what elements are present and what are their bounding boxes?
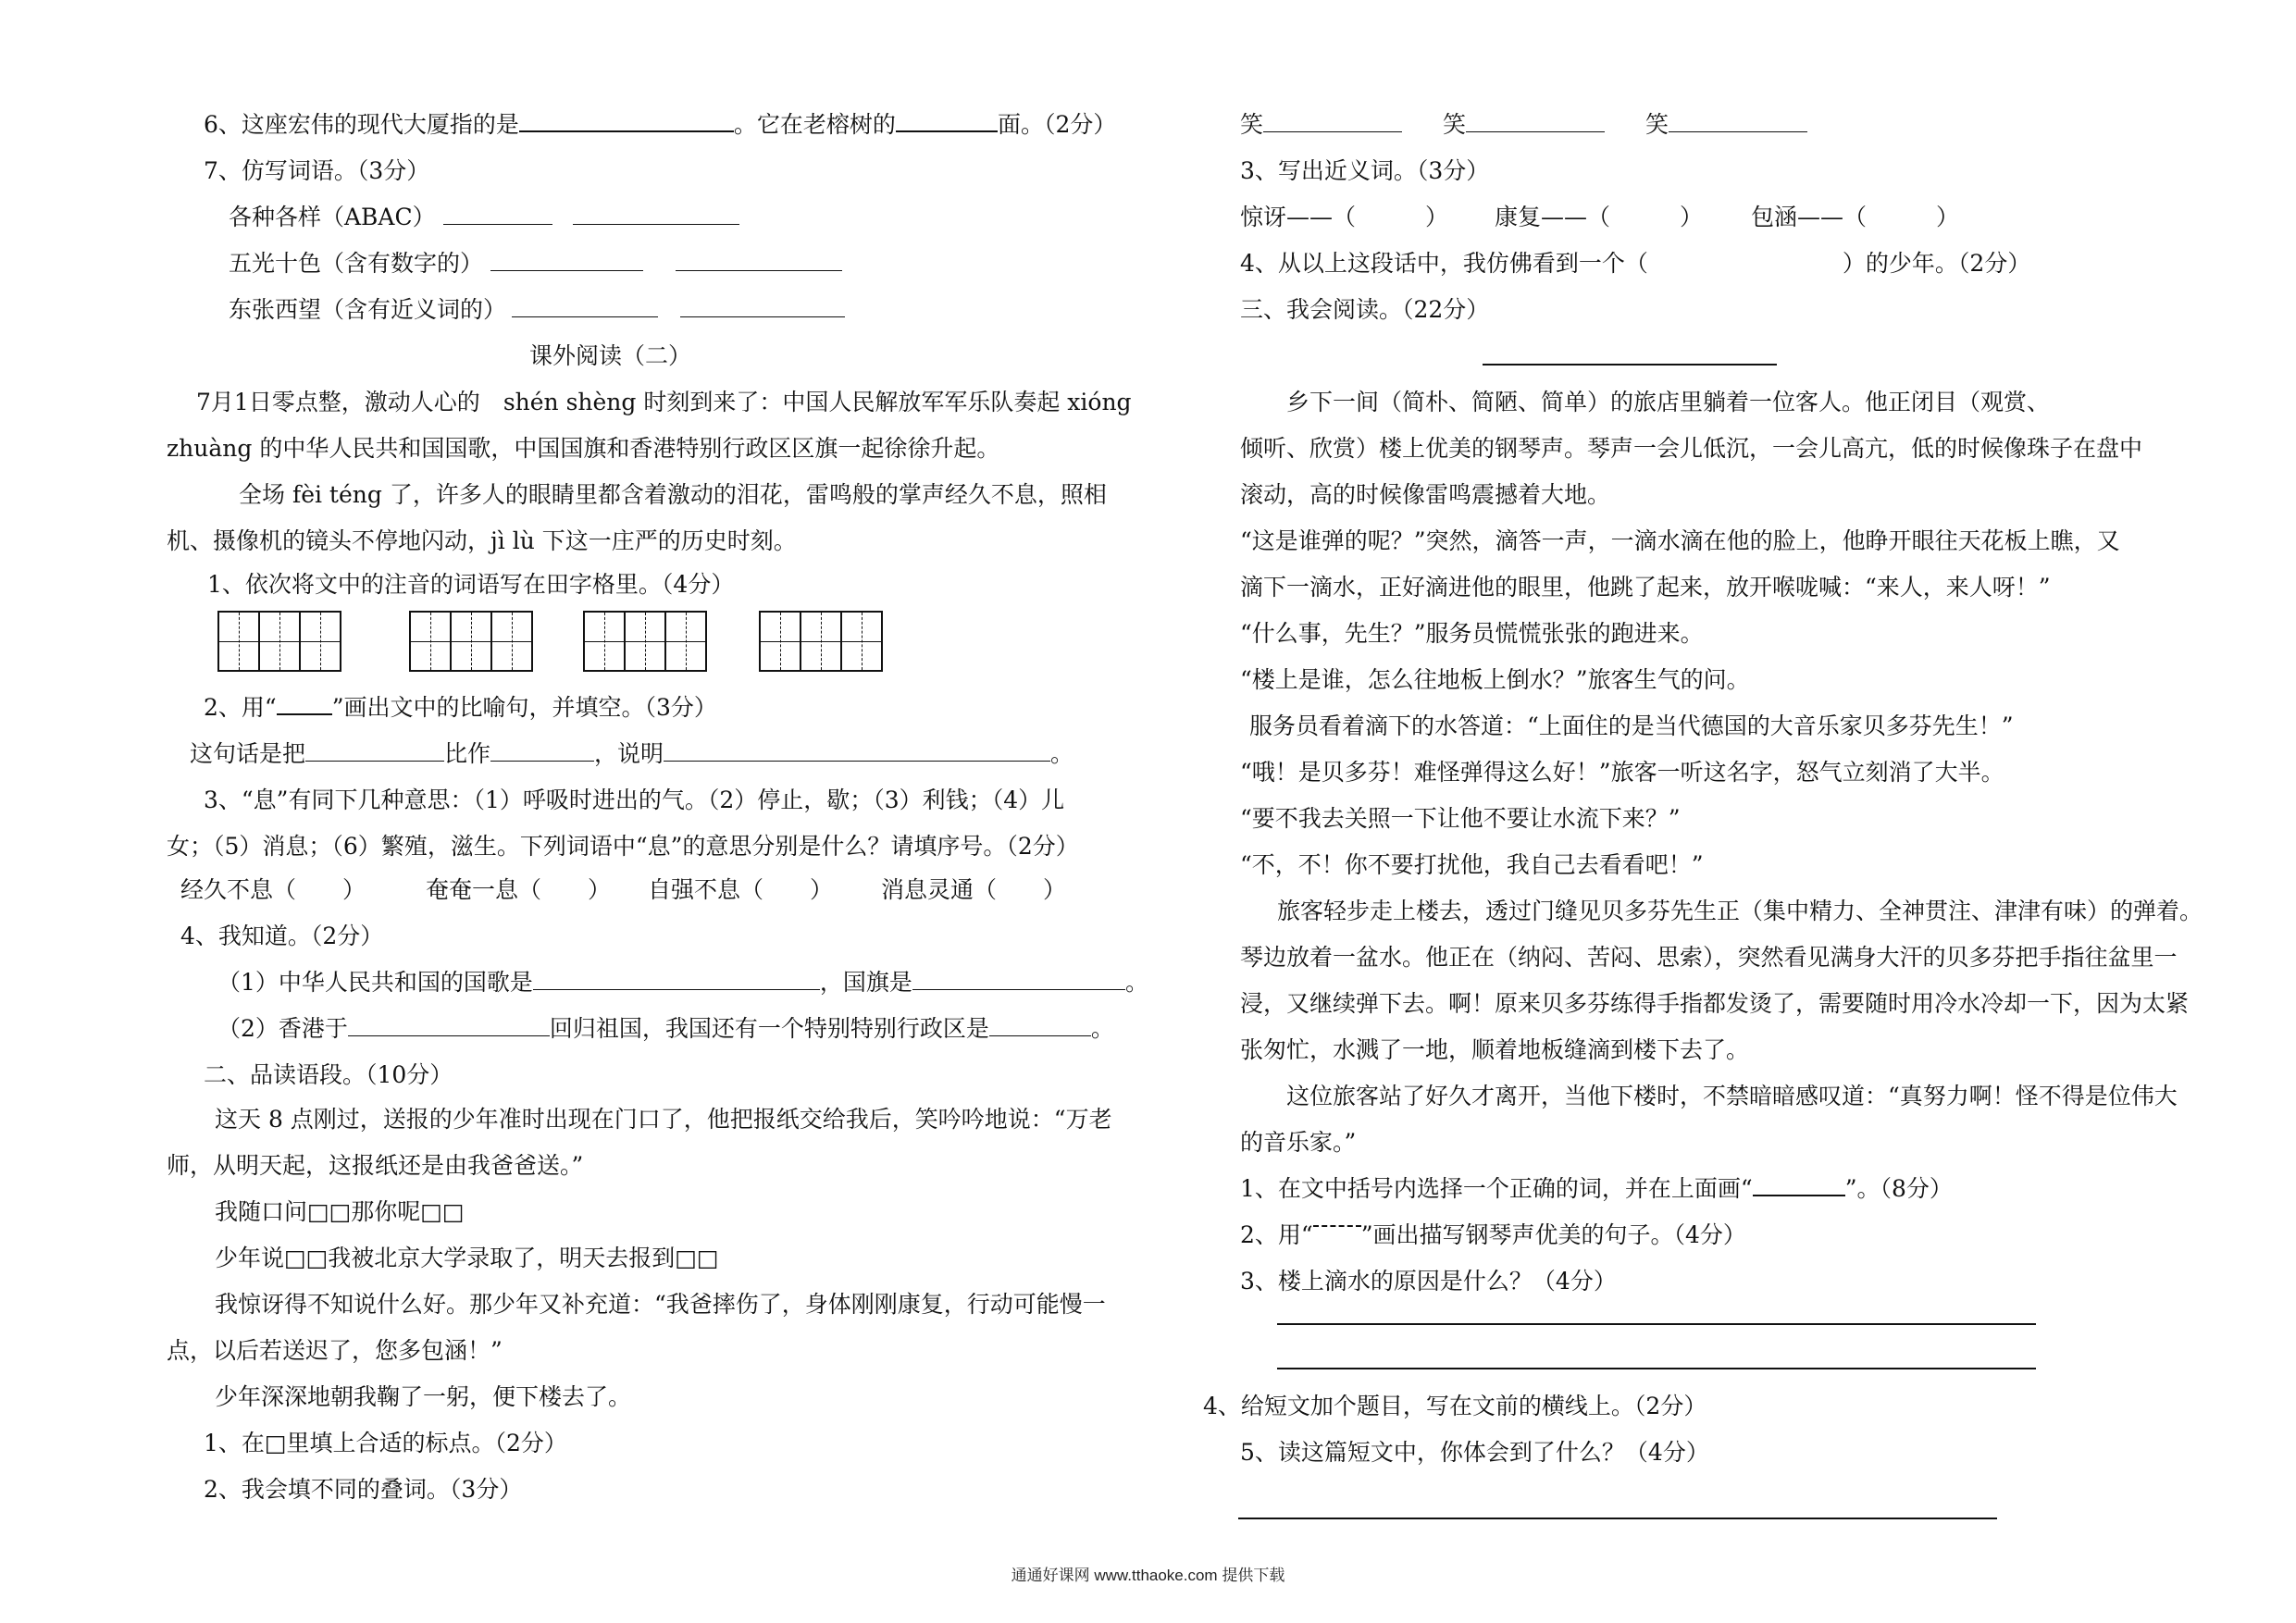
question-6: 6、这座宏伟的现代大厦指的是 。它在老榕树的 面。（2分） [204, 111, 1117, 138]
wavy-line-sample [1313, 1225, 1361, 1236]
passage-line: 乡下一间（简朴、简陋、简单）的旅店里躺着一位客人。他正闭目（观赏、 [1286, 389, 2051, 415]
question-4: 4、从以上这段话中，我仿佛看到一个（ ）的少年。（2分） [1240, 250, 2031, 277]
passage-line: 我随口问□□那你呢□□ [215, 1198, 465, 1225]
question-2-fill: 这句话是把 比作 ，说明 。 [190, 740, 1074, 767]
tianzige-grid[interactable] [759, 611, 883, 672]
section-3-heading: 三、我会阅读。（22分） [1240, 296, 1490, 323]
passage-line: 张匆忙，水溅了一地，顺着地板缝滴到楼下去了。 [1240, 1036, 1750, 1063]
passage-line: 师，从明天起，这报纸还是由我爸爸送。” [167, 1152, 584, 1179]
synonym-item: 康复——（ ） [1495, 204, 1704, 230]
question-3-word: 经久不息（ ） [180, 876, 366, 903]
blank[interactable] [573, 204, 739, 225]
question-7-item-2: 五光十色（含有数字的） [229, 248, 842, 279]
reading-question-3: 3、楼上滴水的原因是什么？（4分） [1240, 1268, 1617, 1295]
question-3-cont: 女；（5）消息；（6）繁殖，滋生。下列词语中“息”的意思分别是什么？请填序号。（2分） [167, 833, 1079, 860]
question-3: 3、“息”有同下几种意思：（1）呼吸时进出的气。（2）停止，歇；（3）利钱；（4）儿 [204, 787, 1065, 813]
question-4-item-2: （2）香港于 回归祖国，我国还有一个特别特别行政区是 。 [217, 1015, 1114, 1042]
blank[interactable] [533, 969, 820, 990]
reading-question-5: 5、读这篇短文中，你体会到了什么？（4分） [1240, 1439, 1709, 1466]
tianzige-grid[interactable] [583, 611, 707, 672]
blank[interactable] [989, 1015, 1091, 1036]
question-4: 4、我知道。（2分） [180, 923, 384, 949]
question-7: 7、仿写词语。（3分） [204, 157, 430, 184]
blank[interactable] [1669, 111, 1807, 132]
question-4-item-1: （1）中华人民共和国的国歌是 ，国旗是 。 [217, 969, 1148, 996]
question-2: 2、用“ ”画出文中的比喻句，并填空。（3分） [204, 694, 717, 721]
blank[interactable] [680, 296, 845, 317]
synonym-item: 包涵——（ ） [1751, 204, 1960, 230]
passage-line: 浸，又继续弹下去。啊！原来贝多芬练得手指都发烫了，需要随时用冷水冷却一下，因为太紧 [1240, 990, 2190, 1017]
answer-line[interactable] [1277, 1323, 2036, 1325]
section-2-question-2: 2、我会填不同的叠词。（3分） [204, 1476, 523, 1503]
underline-sample [1753, 1174, 1845, 1196]
blank[interactable] [490, 250, 643, 271]
blank[interactable] [490, 740, 594, 762]
blank[interactable] [1263, 111, 1402, 132]
passage-line: 滚动，高的时候像雷鸣震撼着大地。 [1240, 481, 1611, 508]
reading-question-2: 2、用“ ”画出描写钢琴声优美的句子。（4分） [1240, 1221, 1746, 1248]
passage-line: “不，不！你不要打扰他，我自己去看看吧！” [1240, 851, 1704, 878]
passage-line: 这位旅客站了好久才离开，当他下楼时，不禁暗暗感叹道：“真努力啊！怪不得是位伟大 [1286, 1083, 2178, 1109]
answer-line[interactable] [1277, 1368, 2036, 1369]
passage-line: 滴下一滴水，正好滴进他的眼里，他跳了起来，放开喉咙喊：“来人，来人呀！” [1240, 574, 2051, 601]
tianzige-grid[interactable] [409, 611, 533, 672]
passage-line: 全场 fèi téng 了，许多人的眼睛里都含着激动的泪花，雷鸣般的掌声经久不息，照相 [239, 481, 1107, 508]
passage-line: 倾听、欣赏）楼上优美的钢琴声。琴声一会儿低沉，一会儿高亢，低的时候像珠子在盘中 [1240, 435, 2143, 462]
question-3-word: 消息灵通（ ） [881, 876, 1067, 903]
blank[interactable] [912, 969, 1125, 990]
blank[interactable] [348, 1015, 550, 1036]
answer-line[interactable] [1238, 1518, 1997, 1519]
synonym-item: 惊讶——（ ） [1240, 204, 1449, 230]
blank[interactable] [512, 296, 658, 317]
passage-line: 少年深深地朝我鞠了一躬，便下楼去了。 [215, 1383, 632, 1410]
reduplication-blanks: 笑 笑 笑 [1240, 109, 1807, 141]
passage-line: 旅客轻步走上楼去，透过门缝见贝多芬先生正（集中精力、全神贯注、津津有味）的弹着。 [1277, 898, 2203, 924]
passage-line: 这天 8 点刚过，送报的少年准时出现在门口了，他把报纸交给我后，笑吟吟地说：“万老 [215, 1106, 1112, 1133]
blank[interactable] [664, 740, 1050, 762]
blank[interactable] [305, 740, 444, 762]
passage-line: “这是谁弹的呢？”突然，滴答一声，一滴水滴在他的脸上，他睁开眼往天花板上瞧，又 [1240, 527, 2120, 554]
passage-line: “什么事，先生？”服务员慌慌张张的跑进来。 [1240, 620, 1704, 647]
blank[interactable] [519, 110, 734, 132]
blank[interactable] [676, 250, 842, 271]
passage-line: zhuàng 的中华人民共和国国歌，中国国旗和香港特别行政区区旗一起徐徐升起。 [167, 435, 1000, 462]
section-2-heading: 二、品读语段。（10分） [204, 1061, 453, 1088]
question-3: 3、写出近义词。（3分） [1240, 157, 1490, 184]
question-7-item-3: 东张西望（含有近义词的） [229, 294, 845, 326]
question-7-item-1: 各种各样（ABAC） [229, 202, 739, 233]
passage-line: “楼上是谁，怎么往地板上倒水？”旅客生气的问。 [1240, 666, 1750, 693]
passage-line: “要不我去关照一下让他不要让水流下来？” [1240, 805, 1681, 832]
passage-line: 我惊讶得不知说什么好。那少年又补充道：“我爸摔伤了，身体刚刚康复，行动可能慢一 [215, 1291, 1106, 1318]
passage-line: 的音乐家。” [1240, 1129, 1357, 1156]
title-line[interactable] [1483, 364, 1777, 365]
underline-sample [277, 693, 332, 715]
passage-line: 少年说□□我被北京大学录取了，明天去报到□□ [215, 1245, 719, 1271]
question-3-word: 奄奄一息（ ） [426, 876, 612, 903]
section-title: 课外阅读（二） [529, 342, 692, 369]
passage-line: 机、摄像机的镜头不停地闪动，jì lù 下这一庄严的历史时刻。 [167, 527, 797, 554]
question-1: 1、依次将文中的注音的词语写在田字格里。（4分） [207, 571, 735, 598]
blank[interactable] [1466, 111, 1605, 132]
passage-line: 7月1日零点整，激动人心的 shén shèng 时刻到来了：中国人民解放军军乐队奏起 xióng [196, 389, 1132, 415]
passage-line: 服务员看着滴下的水答道：“上面住的是当代德国的大音乐家贝多芬先生！” [1249, 712, 2014, 739]
reading-question-4: 4、给短文加个题目，写在文前的横线上。（2分） [1203, 1393, 1707, 1419]
question-3-word: 自强不息（ ） [648, 876, 834, 903]
tianzige-grid[interactable] [217, 611, 341, 672]
passage-line: 琴边放着一盆水。他正在（纳闷、苦闷、思索），突然看见满身大汗的贝多芬把手指往盆里一 [1240, 944, 2178, 971]
footer-credit: 通通好课网 www.tthaoke.com 提供下载 [1011, 1567, 1285, 1584]
section-2-question-1: 1、在□里填上合适的标点。（2分） [204, 1430, 567, 1456]
blank[interactable] [443, 204, 552, 225]
reading-question-1: 1、在文中括号内选择一个正确的词，并在上面画“ ”。（8分） [1240, 1175, 1953, 1202]
passage-line: “哦！是贝多芬！难怪弹得这么好！”旅客一听这名字，怒气立刻消了大半。 [1240, 759, 2004, 786]
passage-line: 点，以后若送迟了，您多包涵！” [167, 1337, 503, 1364]
blank[interactable] [896, 110, 998, 132]
